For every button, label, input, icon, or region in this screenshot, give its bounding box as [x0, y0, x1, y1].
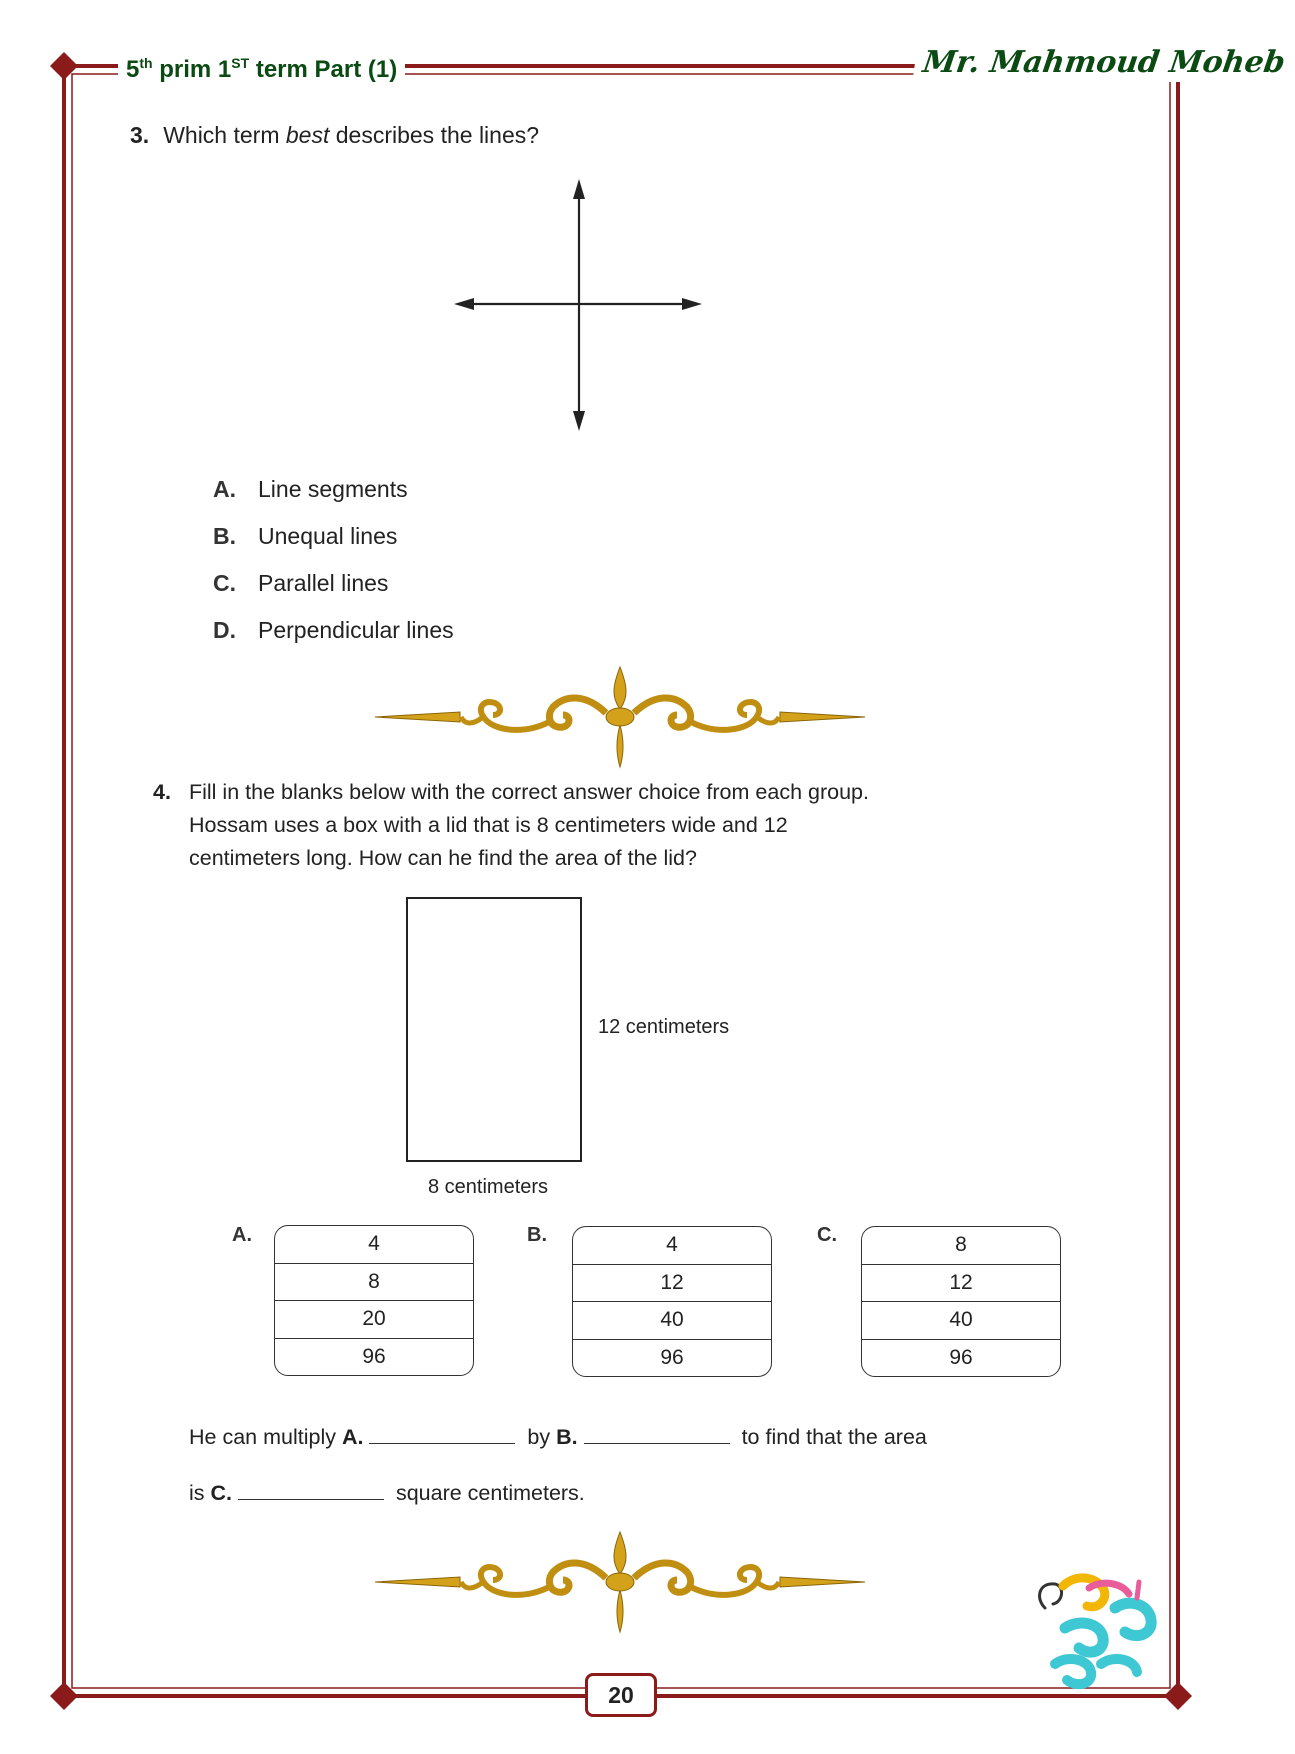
choice-cell[interactable]: 96	[862, 1339, 1060, 1377]
option-d[interactable]: D. Perpendicular lines	[213, 617, 454, 643]
page-number: 20	[585, 1673, 657, 1717]
answer-options	[213, 466, 454, 654]
teacher-logo-icon	[1025, 1568, 1170, 1690]
group-a-choices	[274, 1225, 474, 1376]
fill-sentence-line-2: is C. square centimeters.	[189, 1481, 585, 1505]
question-line-2: Hossam uses a box with a lid that is 8 centimeters wide and 12	[189, 813, 788, 837]
group-b-choices	[572, 1226, 772, 1377]
header-author: Mr. Mahmoud Moheb	[912, 44, 1295, 82]
question-number: 4.	[153, 780, 171, 804]
choice-cell[interactable]: 8	[955, 1233, 967, 1256]
group-a-label: A.	[232, 1224, 252, 1246]
blank-a[interactable]	[369, 1423, 515, 1444]
question-4	[153, 776, 869, 875]
choice-cell[interactable]: 4	[368, 1232, 380, 1255]
header-title: 5th prim 1ST term Part (1)	[118, 46, 405, 80]
question-text: Which term best describes the lines?	[163, 122, 540, 148]
option-a[interactable]: A. Line segments	[213, 476, 408, 502]
choice-cell[interactable]: 96	[275, 1338, 473, 1376]
choice-cell[interactable]: 40	[862, 1301, 1060, 1339]
gold-ornament-divider-icon	[375, 665, 865, 770]
question-3	[130, 122, 539, 149]
question-number: 3.	[130, 122, 150, 148]
choice-cell[interactable]: 96	[573, 1339, 771, 1377]
choice-cell[interactable]: 40	[573, 1301, 771, 1339]
choice-cell[interactable]: 12	[573, 1264, 771, 1302]
group-b-label: B.	[527, 1224, 547, 1246]
rect-height-label: 12 centimeters	[598, 1016, 730, 1038]
blank-c[interactable]	[238, 1479, 384, 1500]
lid-rectangle	[406, 897, 582, 1162]
fill-sentence-line-1: He can multiply A. by B. to find that the area	[189, 1425, 927, 1449]
choice-cell[interactable]: 20	[275, 1300, 473, 1338]
choice-cell[interactable]: 8	[275, 1263, 473, 1301]
choice-cell[interactable]: 12	[862, 1264, 1060, 1302]
choice-cell[interactable]: 4	[666, 1233, 678, 1256]
blank-b[interactable]	[584, 1423, 730, 1444]
perpendicular-lines-figure-icon	[448, 175, 708, 435]
question-line-1: Fill in the blanks below with the correct answer choice from each group.	[189, 780, 869, 804]
group-c-label: C.	[817, 1224, 837, 1246]
rect-width-label: 8 centimeters	[428, 1176, 549, 1198]
gold-ornament-divider-icon	[375, 1530, 865, 1635]
option-c[interactable]: C. Parallel lines	[213, 570, 389, 596]
question-line-3: centimeters long. How can he find the area of the lid?	[189, 846, 697, 870]
option-b[interactable]: B. Unequal lines	[213, 523, 398, 549]
group-c-choices	[861, 1226, 1061, 1377]
